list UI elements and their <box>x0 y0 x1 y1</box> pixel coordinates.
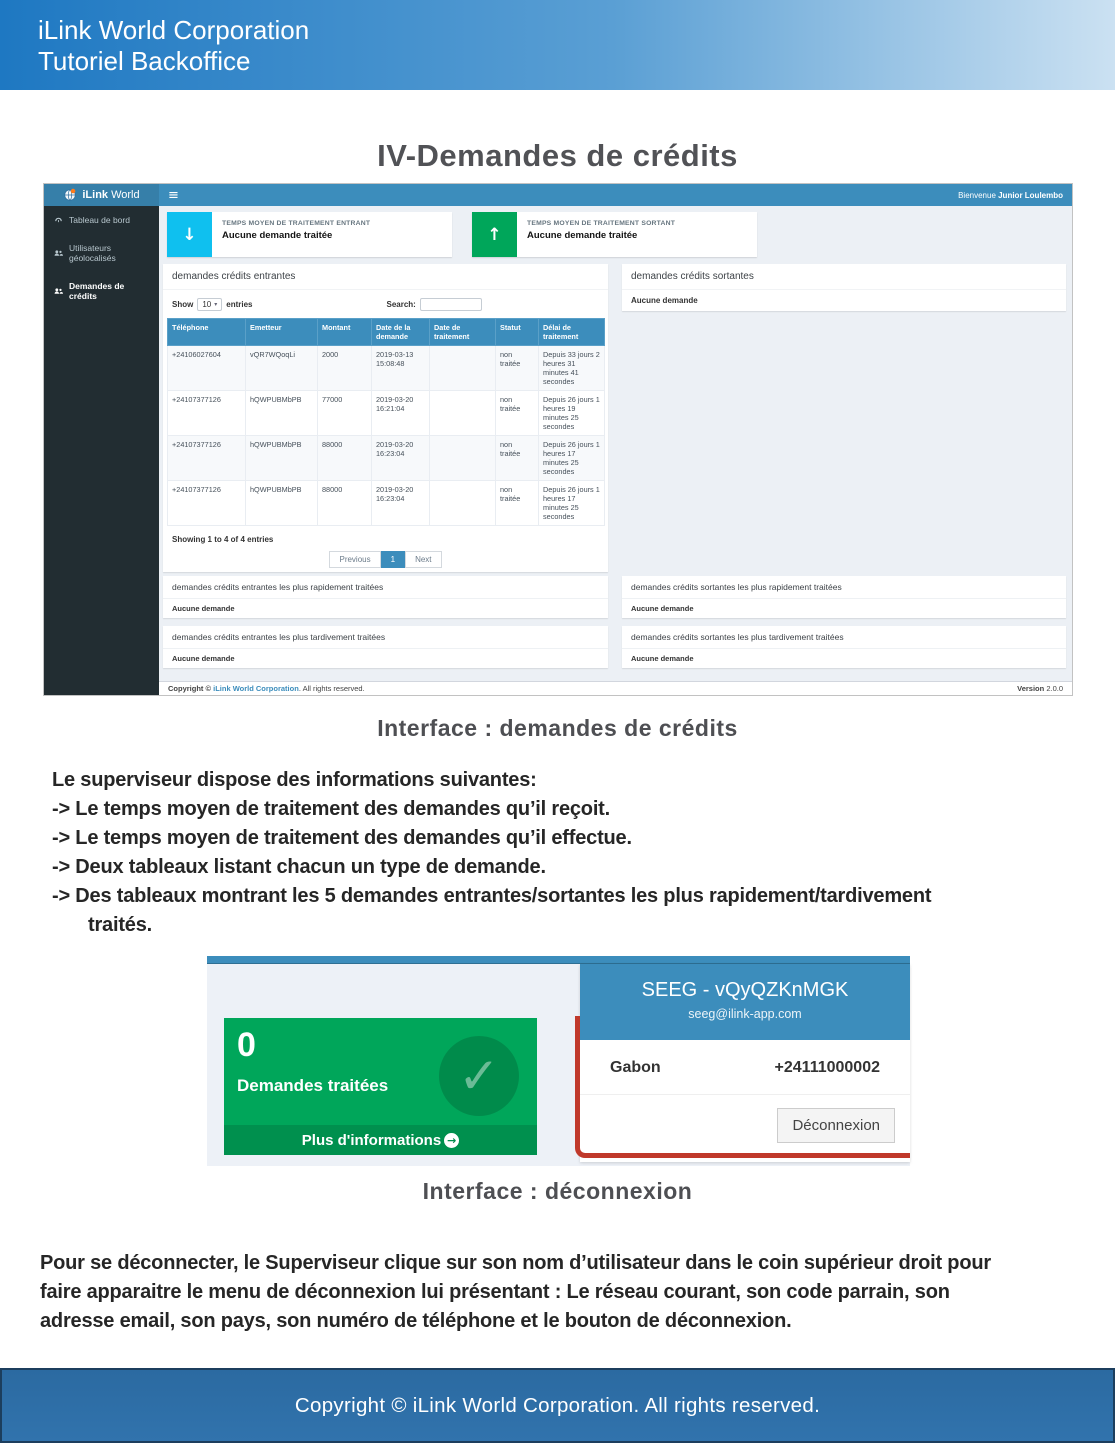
cell-emetteur: hQWPUBMbPB <box>246 481 318 526</box>
incoming-avg-card <box>167 212 452 257</box>
col-date-traitement[interactable]: Date de traitement <box>430 319 496 346</box>
sidebar-item-dashboard[interactable] <box>44 206 159 234</box>
search-label: Search: <box>386 300 416 309</box>
cell-date-traitement <box>430 436 496 481</box>
paragraph-line: Pour se déconnecter, le Superviseur clique sur son nom d’utilisateur dans le coin supérieur droit pour <box>40 1252 991 1274</box>
panel-title: demandes crédits sortantes les plus tardivement traitées <box>622 626 1066 649</box>
empty-label: Aucune demande <box>622 599 1066 618</box>
table-row <box>168 436 605 481</box>
doc-header <box>0 0 1115 90</box>
doc-footer-text: Copyright © iLink World Corporation. All rights reserved. <box>294 1393 821 1417</box>
cell-date-traitement <box>430 346 496 391</box>
next-page-button[interactable]: Next <box>405 551 441 568</box>
gauge-icon <box>54 216 63 225</box>
cell-statut: non traitée <box>496 481 539 526</box>
bullet-line: traités. <box>88 914 152 936</box>
page-title: IV-Demandes de crédits <box>377 138 738 173</box>
cell-statut: non traitée <box>496 391 539 436</box>
panel-title: demandes crédits entrantes les plus rapidement traitées <box>163 576 608 599</box>
cell-statut: non traitée <box>496 346 539 391</box>
arrow-circle-right-icon: → <box>444 1133 459 1148</box>
search-group <box>387 298 482 311</box>
app-logo[interactable] <box>44 184 159 206</box>
col-telephone[interactable]: Téléphone <box>168 319 246 346</box>
panel-title: demandes crédits entrantes les plus tardivement traitées <box>163 626 608 649</box>
brand-text: iLink World <box>82 189 140 201</box>
sidebar-item-geolocated-users[interactable] <box>44 234 159 272</box>
cell-date-demande: 2019-03-20 16:23:04 <box>372 481 430 526</box>
user-name: Junior Loulembo <box>998 190 1063 200</box>
showing-entries-label: Showing 1 to 4 of 4 entries <box>172 535 274 544</box>
sidebar-item-label: Tableau de bord <box>69 215 130 225</box>
logout-paragraph <box>40 1249 1115 1336</box>
empty-label: Aucune demande <box>622 649 1066 668</box>
cell-emetteur: vQR7WQoqLi <box>246 346 318 391</box>
cell-date-traitement <box>430 481 496 526</box>
cell-montant: 88000 <box>318 481 372 526</box>
cell-telephone: +24107377126 <box>168 391 246 436</box>
cell-statut: non traitée <box>496 436 539 481</box>
welcome-label: Bienvenue <box>958 190 999 200</box>
info-list <box>52 766 1115 940</box>
doc-footer <box>0 1368 1115 1443</box>
credits-table <box>167 318 605 526</box>
fastest-incoming-panel <box>163 576 608 618</box>
app-topbar-strip <box>207 956 910 964</box>
caption-credits: Interface : demandes de crédits <box>377 715 738 741</box>
table-controls <box>163 290 608 316</box>
cell-date-demande: 2019-03-13 15:08:48 <box>372 346 430 391</box>
empty-label: Aucune demande <box>163 649 608 668</box>
cell-montant: 2000 <box>318 346 372 391</box>
cell-date-traitement <box>430 391 496 436</box>
latest-incoming-panel <box>163 626 608 668</box>
table-header-row <box>168 319 605 346</box>
app-main <box>159 206 1072 695</box>
card-title: TEMPS MOYEN DE TRAITEMENT SORTANT <box>527 220 676 227</box>
cell-date-demande: 2019-03-20 16:21:04 <box>372 391 430 436</box>
backoffice-screenshot <box>44 184 1072 695</box>
page-size-select[interactable]: 10 ▾ <box>197 298 222 311</box>
app-sidebar <box>44 206 159 695</box>
logout-button[interactable]: Déconnexion <box>777 1108 895 1143</box>
outgoing-avg-card <box>472 212 757 257</box>
card-value: Aucune demande traitée <box>222 230 333 241</box>
check-circle-icon: ✓ <box>439 1036 519 1116</box>
logout-screenshot <box>207 956 910 1166</box>
empty-label: Aucune demande <box>163 599 608 618</box>
bullet-line: -> Le temps moyen de traitement des demandes qu’il effectue. <box>52 827 632 849</box>
cell-delai: Depuis 33 jours 2 heures 31 minutes 41 secondes <box>539 346 605 391</box>
globe-pin-icon <box>63 188 77 202</box>
bullet-line: -> Le temps moyen de traitement des demandes qu’il reçoit. <box>52 798 610 820</box>
menu-toggle-icon[interactable]: ≡ <box>168 187 179 203</box>
cell-telephone: +24107377126 <box>168 481 246 526</box>
card-title: TEMPS MOYEN DE TRAITEMENT ENTRANT <box>222 220 371 227</box>
panel-title: demandes crédits sortantes les plus rapidement traitées <box>622 576 1066 599</box>
cell-montant: 88000 <box>318 436 372 481</box>
user-dropdown <box>580 964 910 1162</box>
show-label: Show <box>172 300 194 309</box>
page-1-button[interactable]: 1 <box>381 551 405 568</box>
app-version: Version 2.0.0 <box>1017 684 1063 693</box>
doc-header-line2: Tutoriel Backoffice <box>38 46 251 76</box>
corporation-link[interactable]: iLink World Corporation <box>213 684 299 693</box>
cell-delai: Depuis 26 jours 1 heures 17 minutes 25 secondes <box>539 481 605 526</box>
paragraph-line: faire apparaitre le menu de déconnexion lui présentant : Le réseau courant, son code parrain, son <box>40 1281 950 1303</box>
chevron-down-icon: ▾ <box>214 301 218 308</box>
entries-label: entries <box>226 300 253 309</box>
cell-montant: 77000 <box>318 391 372 436</box>
latest-outgoing-panel <box>622 626 1066 668</box>
incoming-credits-panel <box>163 264 608 572</box>
previous-page-button[interactable]: Previous <box>329 551 380 568</box>
more-info-link[interactable]: Plus d'informations → <box>224 1125 537 1155</box>
treated-label: Demandes traitées <box>237 1076 389 1095</box>
cell-telephone: +24106027604 <box>168 346 246 391</box>
user-phone: +24111000002 <box>774 1059 880 1076</box>
up-arrow-icon: ↑ <box>472 212 517 257</box>
bullet-line: -> Deux tableaux listant chacun un type de demande. <box>52 856 546 878</box>
cell-delai: Depuis 26 jours 1 heures 17 minutes 25 secondes <box>539 436 605 481</box>
user-country: Gabon <box>610 1059 661 1076</box>
col-date-demande[interactable]: Date de la demande <box>372 319 430 346</box>
app-copyright: Copyright © iLink World Corporation. All rights reserved. <box>168 684 365 693</box>
treated-requests-card <box>224 1018 537 1155</box>
cell-emetteur: hQWPUBMbPB <box>246 436 318 481</box>
pagination <box>163 549 608 568</box>
dropdown-header <box>580 964 910 1040</box>
col-emetteur[interactable]: Emetteur <box>246 319 318 346</box>
users-icon <box>54 249 63 258</box>
sidebar-item-credit-requests[interactable] <box>44 272 159 310</box>
empty-label: Aucune demande <box>631 296 698 305</box>
col-montant[interactable]: Montant <box>318 319 372 346</box>
network-and-code: SEEG - vQyQZKnMGK <box>641 979 849 1001</box>
app-footer <box>159 681 1072 695</box>
outgoing-credits-panel <box>622 264 1066 311</box>
cell-date-demande: 2019-03-20 16:23:04 <box>372 436 430 481</box>
sidebar-item-label: Demandes de crédits <box>69 281 125 301</box>
dropdown-footer <box>580 1095 910 1156</box>
treated-count: 0 <box>237 1026 256 1064</box>
paragraph-line: adresse email, son pays, son numéro de téléphone et le bouton de déconnexion. <box>40 1310 792 1332</box>
user-menu[interactable] <box>958 191 1072 200</box>
app-topbar <box>44 184 1072 206</box>
cell-telephone: +24107377126 <box>168 436 246 481</box>
panel-title: demandes crédits entrantes <box>163 264 608 290</box>
panel-title: demandes crédits sortantes <box>622 264 1066 290</box>
search-input[interactable] <box>420 298 482 311</box>
card-value: Aucune demande traitée <box>527 230 638 241</box>
table-row <box>168 481 605 526</box>
cell-emetteur: hQWPUBMbPB <box>246 391 318 436</box>
table-row <box>168 346 605 391</box>
user-email: seeg@ilink-app.com <box>688 1007 802 1021</box>
bullet-line: -> Des tableaux montrant les 5 demandes entrantes/sortantes les plus rapidement/tardivement <box>52 885 932 907</box>
intro-line: Le superviseur dispose des informations suivantes: <box>52 769 537 791</box>
col-delai[interactable]: Délai de traitement <box>539 319 605 346</box>
cell-delai: Depuis 26 jours 1 heures 19 minutes 25 secondes <box>539 391 605 436</box>
table-row <box>168 391 605 436</box>
sidebar-item-label: Utilisateurs géolocalisés <box>69 243 116 263</box>
doc-header-line1: iLink World Corporation <box>38 15 310 45</box>
users-icon <box>54 287 63 296</box>
country-phone-row <box>580 1040 910 1095</box>
col-statut[interactable]: Statut <box>496 319 539 346</box>
down-arrow-icon: ↓ <box>167 212 212 257</box>
fastest-outgoing-panel <box>622 576 1066 618</box>
caption-logout: Interface : déconnexion <box>422 1178 693 1204</box>
